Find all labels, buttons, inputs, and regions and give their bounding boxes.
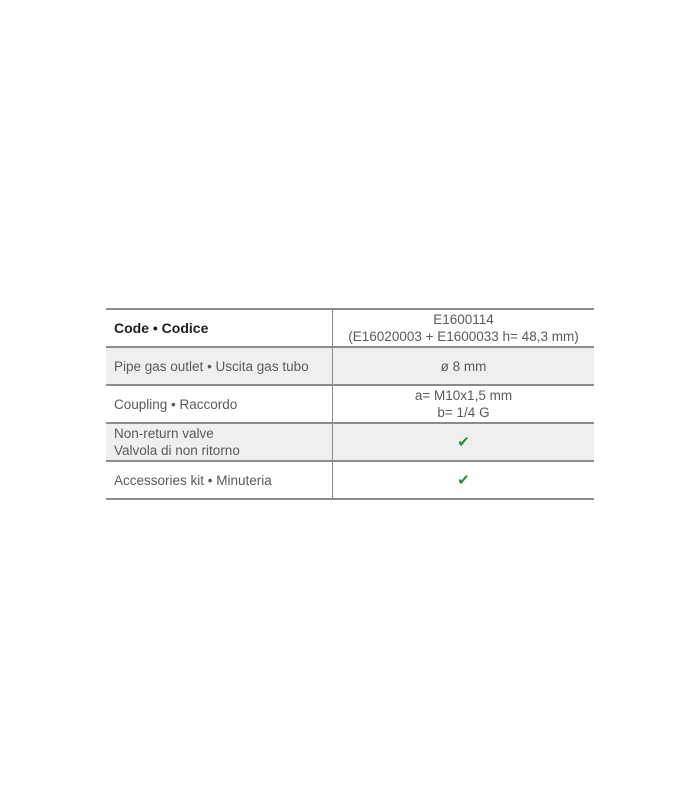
pipe-gas-outlet-value-cell	[333, 347, 595, 385]
non-return-valve-label-it: Valvola di non ritorno	[114, 443, 240, 458]
code-value-cell	[333, 309, 595, 347]
code-value: E1600114	[433, 312, 494, 327]
check-icon: ✔	[457, 433, 470, 451]
check-icon: ✔	[457, 471, 470, 489]
table-row-accessories-kit	[106, 461, 594, 499]
coupling-label: Coupling • Raccordo	[114, 396, 238, 412]
pipe-gas-outlet-value: ø 8 mm	[440, 358, 487, 374]
coupling-value-a: a= M10x1,5 mm	[414, 388, 513, 403]
non-return-valve-value-cell	[333, 423, 595, 461]
accessories-kit-label-cell	[106, 461, 333, 499]
coupling-value-cell	[333, 385, 595, 423]
pipe-gas-outlet-label: Pipe gas outlet • Uscita gas tubo	[114, 358, 309, 374]
code-label-cell	[106, 309, 333, 347]
non-return-valve-label-en: Non-return valve	[114, 426, 214, 441]
code-components: (E16020003 + E1600033 h= 48,3 mm)	[348, 329, 579, 344]
coupling-label-cell	[106, 385, 333, 423]
accessories-kit-value-cell	[333, 461, 595, 499]
non-return-valve-label-cell	[106, 423, 333, 461]
table-row-coupling	[106, 385, 594, 423]
spec-table	[106, 308, 594, 500]
code-label: Code • Codice	[114, 319, 209, 336]
table-row-non-return-valve	[106, 423, 594, 461]
pipe-gas-outlet-label-cell	[106, 347, 333, 385]
accessories-kit-label: Accessories kit • Minuteria	[114, 472, 272, 488]
table-row-code	[106, 309, 594, 347]
table-row-pipe-gas-outlet	[106, 347, 594, 385]
coupling-value-b: b= 1/4 G	[437, 405, 490, 420]
